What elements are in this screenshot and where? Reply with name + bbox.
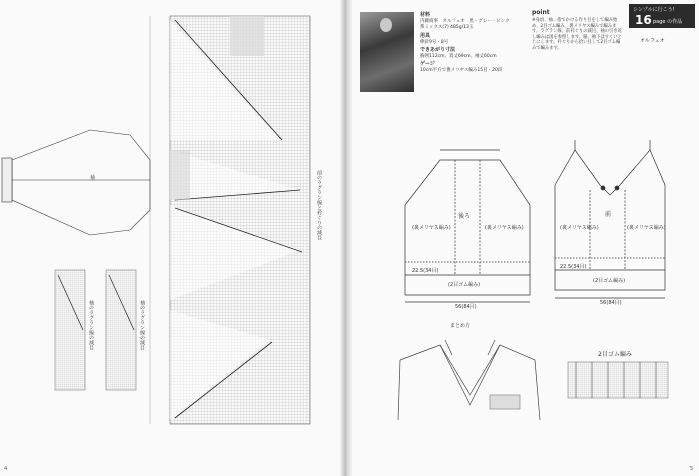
front-raglan-chart — [150, 16, 310, 424]
size-text: 胸囲112cm、着丈69cm、袖丈60cm — [420, 54, 497, 59]
back-ribbing-label: (2目ゴム編み) — [448, 282, 481, 288]
sleeve-chart-caption-1: 袖のラグラン線の減目 — [88, 300, 94, 350]
pattern-badge — [629, 4, 695, 28]
materials-title: 材料 — [420, 12, 431, 18]
ribbing-chart — [568, 362, 668, 398]
point-title: point — [532, 9, 550, 16]
badge-subtitle: オルフェオ — [640, 38, 665, 44]
gauge-title: ゲージ — [420, 61, 435, 67]
sleeve-schematic-left — [2, 130, 150, 235]
tools-text: 棒針9号・8号 — [420, 40, 449, 45]
sleeve-charts-small — [55, 270, 136, 390]
model-face — [380, 18, 392, 32]
back-stitch-right: (裏メリヤス編み) — [485, 225, 524, 231]
badge-number: 16 — [635, 13, 652, 27]
page-number-left: 4 — [4, 466, 8, 472]
front-stitch-left: (裏メリヤス編み) — [560, 225, 599, 231]
ribbing-chart-title: 2目ゴム編み — [598, 351, 632, 358]
page-number-right: 5 — [690, 466, 694, 472]
badge-unit: page の作品 — [653, 19, 683, 25]
back-stitch-left: (裏メリヤス編み) — [412, 225, 451, 231]
front-hem-dim: 22.5(34目) — [560, 264, 587, 270]
badge-title: シンプルに行こう! — [633, 7, 675, 13]
back-label: 後ろ — [458, 213, 471, 220]
front-ribbing-label: (2目ゴム編み) — [593, 278, 626, 284]
gauge-text: 10cm平方で裏メリヤス編み15目・20段 — [420, 68, 503, 73]
materials-text: 内藤商事 オルフェオ 黒・グレー・ピンク系ミックス(7) 485g/13玉 — [420, 19, 510, 30]
point-text: ※身頃、袖…指でかける作り目をして編み始め、2目ゴム編み、裏メリヤス編みで編みます。ラグラン線、前衿ぐりの減目、袖の引き返し編みは図を参照します。脇、袖下はすくいとじにします。衿ぐりから拾い目して2目ゴム編みで編みます。 — [532, 18, 622, 51]
chart-caption: 前のラグラン線と衿ぐりの減目 — [316, 170, 322, 240]
finishing-illustration — [398, 340, 540, 420]
back-width-dim: 56(84目) — [455, 304, 477, 310]
sleeve-label: 袖 — [90, 175, 96, 181]
finishing-title: まとめ方 — [450, 323, 471, 329]
tools-title: 用具 — [420, 33, 431, 39]
front-schematic — [555, 140, 665, 298]
front-stitch-right: (裏メリヤス編み) — [627, 225, 666, 231]
sleeve-chart-caption-2: 袖のラグラン線の減目 — [139, 300, 145, 350]
sweater-photo — [360, 12, 414, 92]
front-label: 前 — [605, 211, 612, 218]
front-width-dim: 56(84目) — [600, 300, 622, 306]
size-title: できあがり寸法 — [420, 47, 456, 53]
back-hem-dim: 22.5(34目) — [412, 268, 439, 274]
